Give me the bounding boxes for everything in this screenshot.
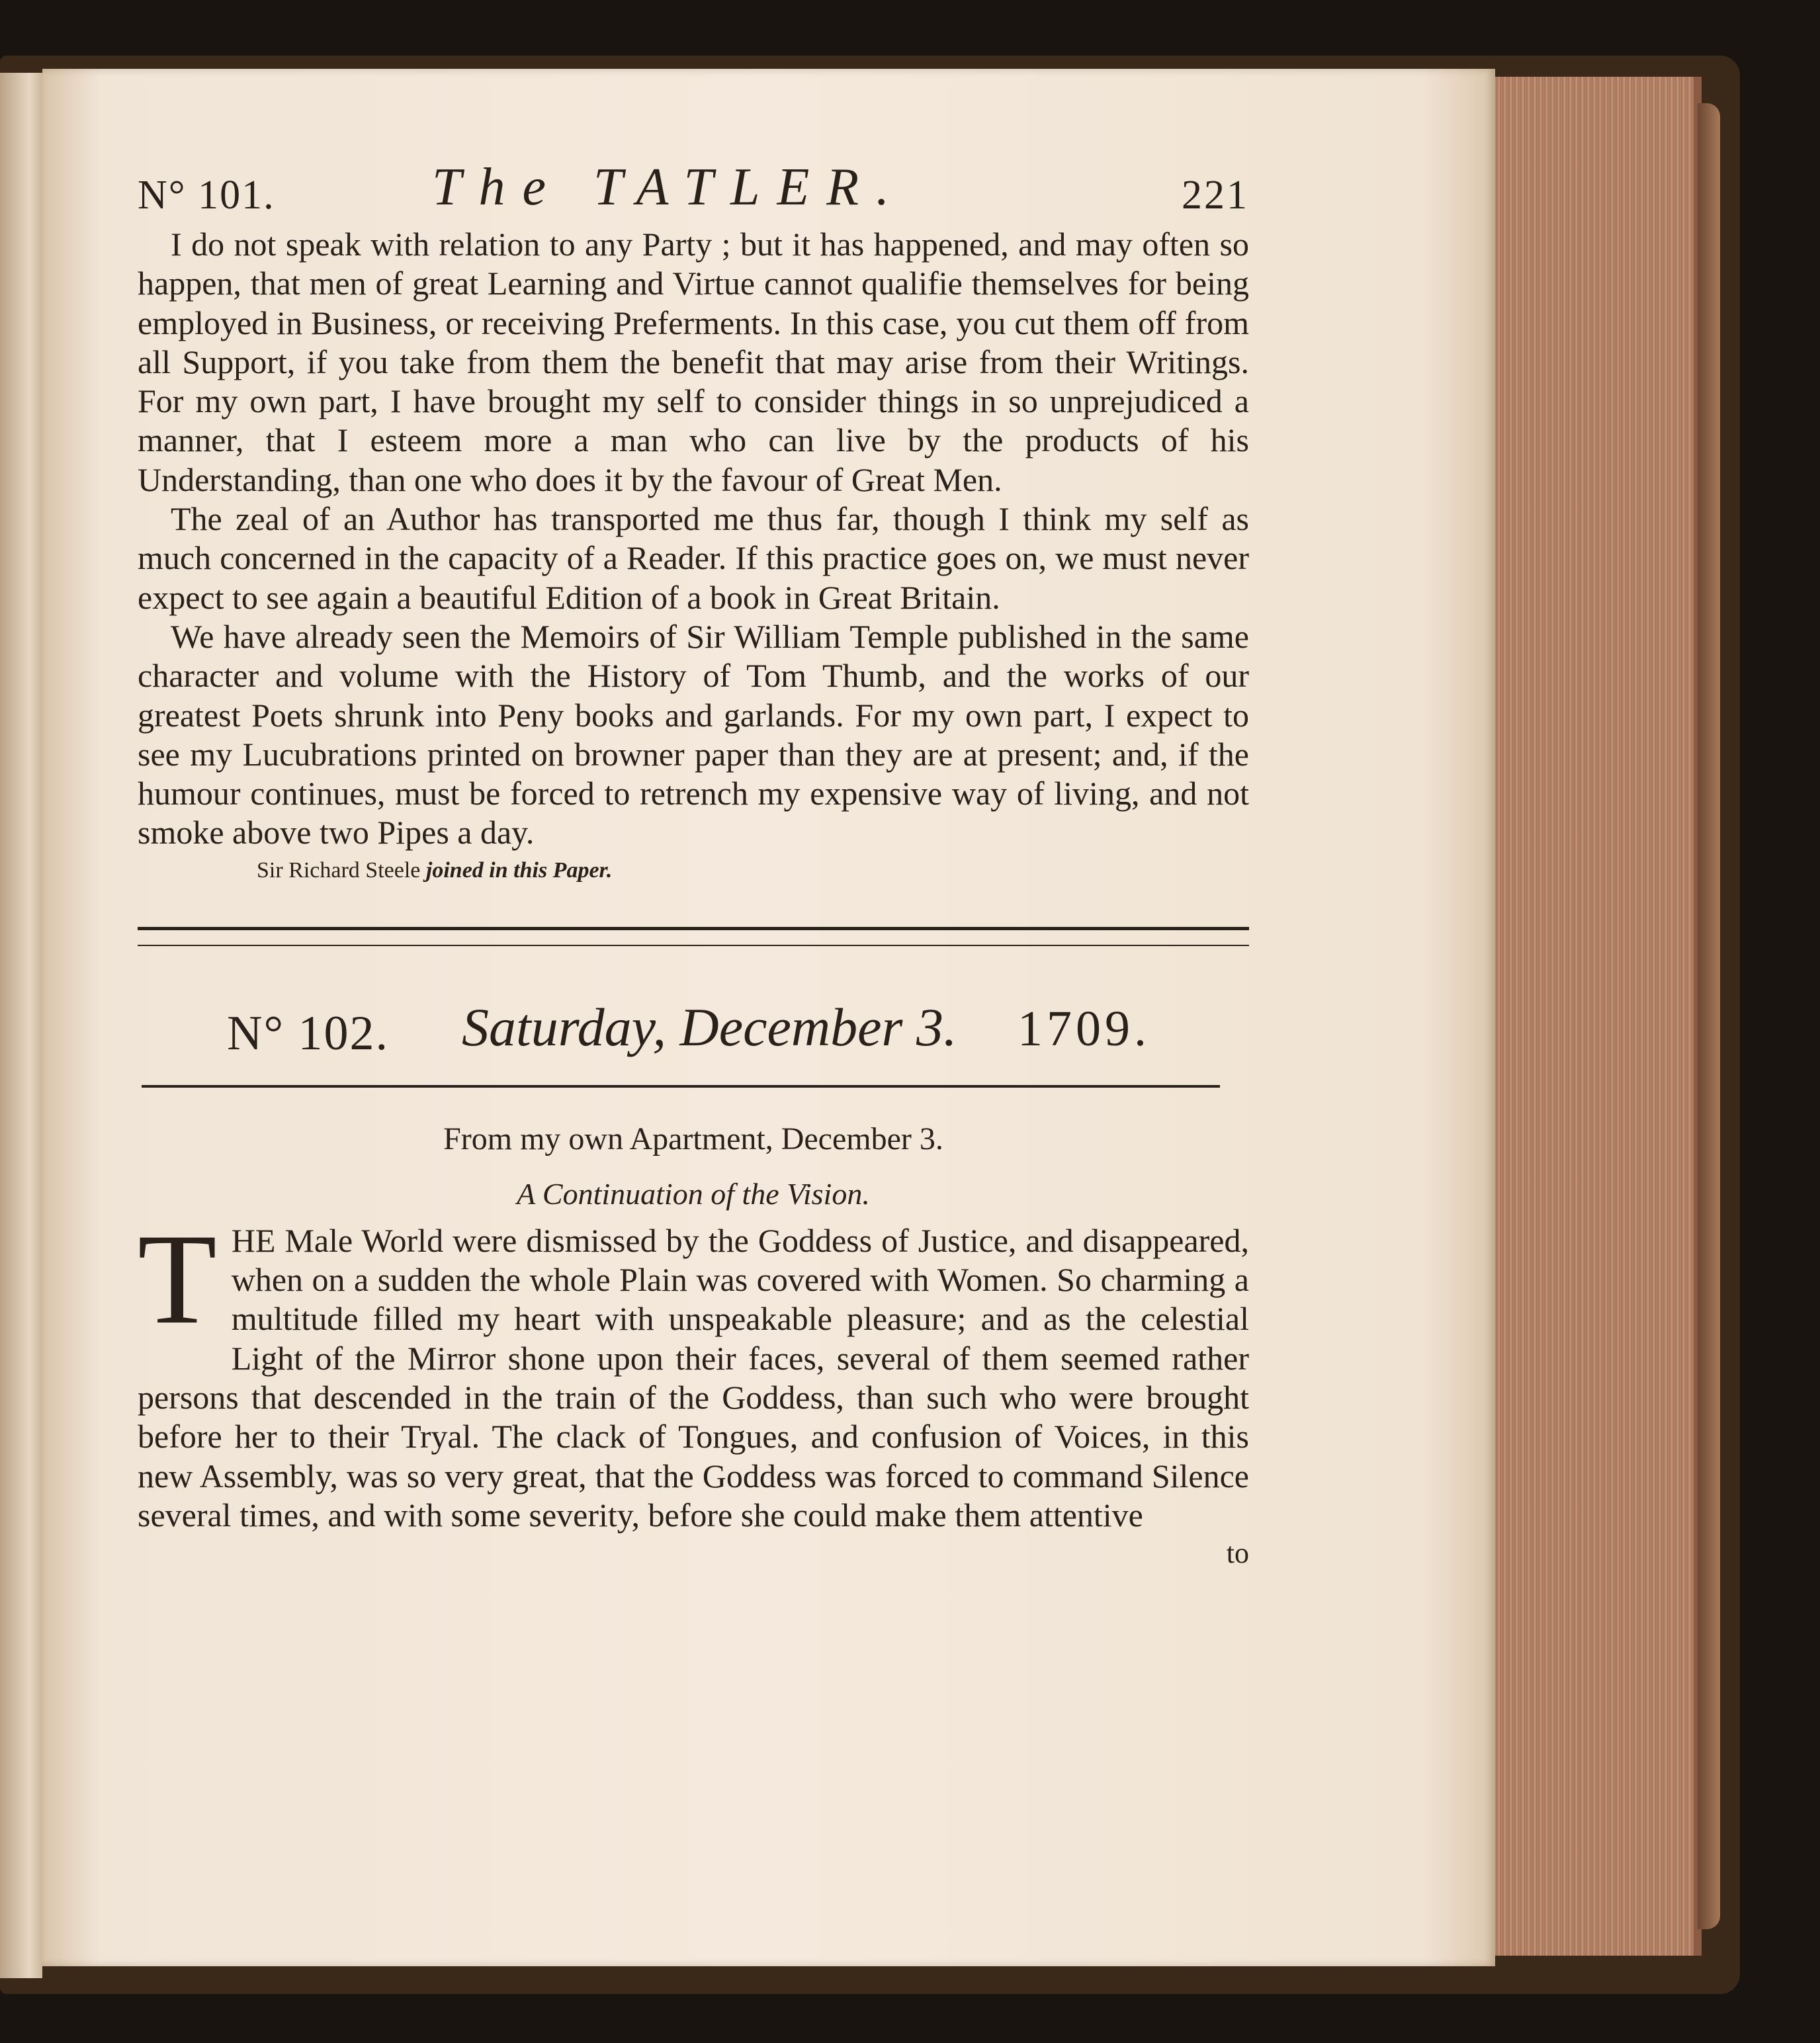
section-subtitle: A Continuation of the Vision. [517, 1176, 870, 1211]
page-text-block [138, 152, 1249, 1570]
page-fore-edge [1495, 77, 1702, 1956]
single-rule [142, 1085, 1220, 1088]
issue-heading [138, 946, 1249, 1085]
signoff-text: joined in this Paper. [425, 857, 613, 883]
paragraph: We have already seen the Memoirs of Sir William Temple published in the same character and volume with the History of Tom Thumb, and the works of our greatest Poets shrunk into Peny books and garlands. For my own part, I expect to see my Lucubrations printed on browner paper than they are at present; and, if the humour continues, must be forced to retrench my expensive way of living, and not smoke above two Pipes a day. [138, 617, 1249, 851]
signoff [257, 854, 1249, 887]
dateline: From my own Apartment, December 3. [443, 1121, 943, 1156]
facing-page-edge [0, 73, 42, 1978]
double-rule [138, 927, 1249, 946]
issue-year: 1709. [1018, 1000, 1150, 1057]
paragraph-body: HE Male World were dismissed by the Goddess of Justice, and disappeared, when on a sudden the whole Plain was covered with Women. So charming a multitude filled my heart with unspeakable pleasure; and as the celestial Light of the Mirror shone upon their faces, several of them seemed rather persons that descended in the train of the Goddess, than such who were brought before her to their Tryal. The clack of Tongues, and confusion of Voices, in this new Assembly, was so very great, that the Goddess was forced to command Silence several times, and with some severity, before she could make them attentive [138, 1221, 1249, 1534]
rule-thick [138, 927, 1249, 930]
paragraph: The zeal of an Author has transported me thus far, though I think my self as much concerned in the capacity of a Reader. If this practice goes on, we must never expect to see again a beautiful Edition of a book in Great Britain. [138, 500, 1249, 616]
paragraph: I do not speak with relation to any Party ; but it has happened, and may often so happen, that men of great Learning and Virtue cannot qualifie themselves for being employed in Business, or receiving Preferments. In this case, you cut them off from all Support, if you take from them the benefit that may arise from their Writings. For my own part, I have brought my self to consider things in so unprejudiced a manner, that I esteem more a man who can live by the products of his Understanding, than one who does it by the favour of Great Men. [138, 226, 1249, 498]
running-header [138, 152, 1249, 225]
opening-paragraph [138, 1207, 1249, 1535]
issue-date: Saturday, December 3. [462, 996, 957, 1057]
header-title: The TATLER. [432, 158, 907, 216]
catchword: to [1226, 1537, 1249, 1570]
page-number: 221 [1182, 173, 1249, 218]
issue-number: N° 102. [227, 1006, 390, 1061]
drop-cap: T [138, 1207, 217, 1351]
signoff-name: Sir Richard Steele [257, 857, 421, 883]
header-issue-number: N° 101. [138, 173, 275, 218]
